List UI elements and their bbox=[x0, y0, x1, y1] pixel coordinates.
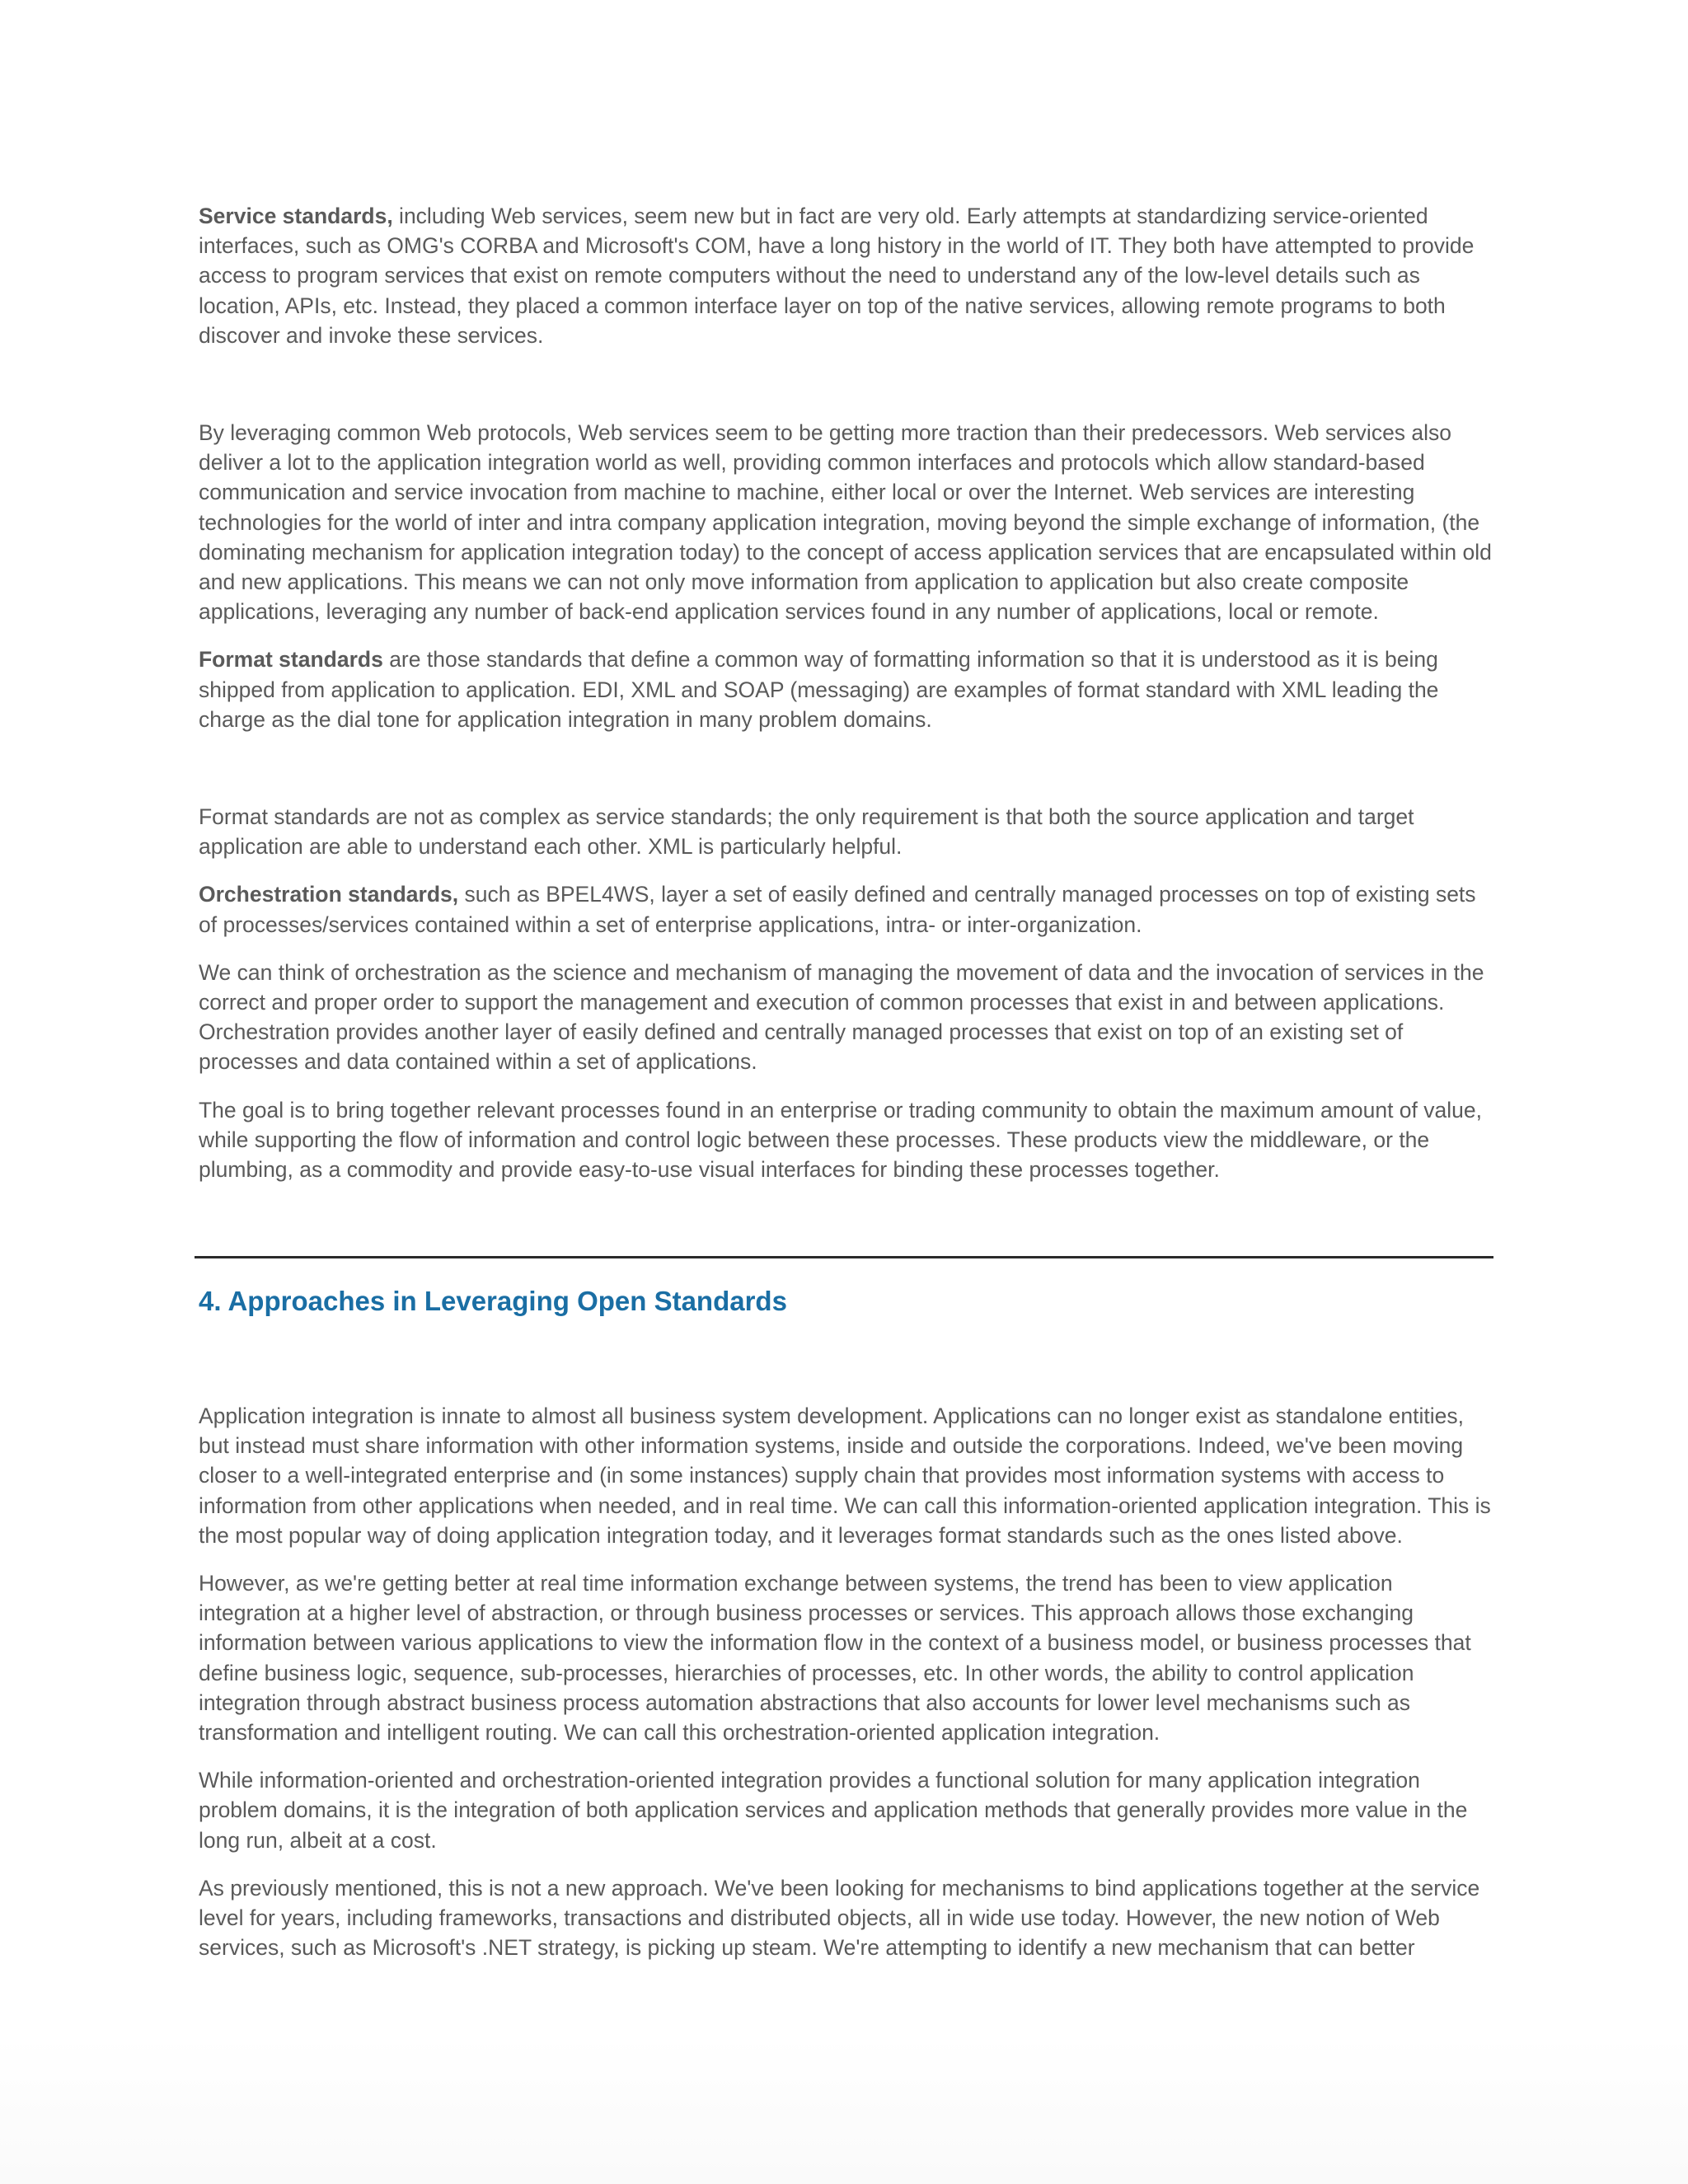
paragraph-format-standards bbox=[199, 644, 1493, 734]
term-format-standards: Format standards bbox=[199, 647, 383, 673]
section-standards bbox=[199, 201, 1493, 1184]
paragraph-innate-integration: Application integration is innate to almost all business system development. Applications can no longer exist as standalone entities, but instead must share information with other information systems, inside and outside the corporations. Indeed, we've been moving closer to a well-integrated enterprise and (in some instances) supply chain that provides most information systems with access to information from other applications when needed, and in real time. We can call this information-oriented application integration. This is the most popular way of doing application integration today, and it leverages format standards such as the ones listed above. bbox=[199, 1404, 1491, 1548]
section-heading: 4. Approaches in Leveraging Open Standards bbox=[199, 1286, 787, 1316]
paragraph-text: including Web services, seem new but in fact are very old. Early attempts at standardizing service-oriented interfaces, such as OMG's CORBA and Microsoft's COM, have a long history in the world of IT. They both have attempted to provide access to program services that exist on remote computers without the need to understand any of the low-level details such as location, APIs, etc. Instead, they placed a common interface layer on top of the native services, allowing remote programs to both discover and invoke these services. bbox=[199, 204, 1475, 348]
paragraph-higher-abstraction: However, as we're getting better at real time information exchange between systems, the trend has been to view application integration at a higher level of abstraction, or through business processes or services. This approach allows those exchanging information between various applications to view the information flow in the context of a business model, or business processes that define business logic, sequence, sub-processes, hierarchies of processes, etc. In other words, the ability to control application integration through abstract business process automation abstractions that also accounts for lower level mechanisms such as transformation and intelligent routing. We can call this orchestration-oriented application integration. bbox=[199, 1571, 1471, 1746]
term-service-standards: Service standards, bbox=[199, 204, 393, 228]
horizontal-divider bbox=[195, 1256, 1493, 1258]
term-orchestration-standards: Orchestration standards, bbox=[199, 882, 459, 907]
page-bottom-margin bbox=[0, 2036, 1688, 2184]
paragraph-service-standards bbox=[199, 201, 1493, 350]
paragraph-format-complexity: Format standards are not as complex as service standards; the only requirement is that both the source application and target application are able to understand each other. XML is particularly helpful. bbox=[199, 804, 1414, 860]
paragraph-orchestration-science: We can think of orchestration as the science and mechanism of managing the movement of data and the invocation of services in the correct and proper order to support the management and execution of common processes that exist in and between applications. Orchestration provides another layer of easily defined and centrally managed processes that exist on top of an existing set of processes and data contained within a set of applications. bbox=[199, 959, 1484, 1075]
paragraph-text: are those standards that define a common way of formatting information so that it is understood as it is being shipped from application to application. EDI, XML and SOAP (messaging) are examples of format standard with XML leading the charge as the dial tone for application integration in many problem domains. bbox=[199, 647, 1439, 732]
section-approaches bbox=[199, 1401, 1493, 1962]
paragraph-web-protocols: By leveraging common Web protocols, Web services seem to be getting more traction than their predecessors. Web services also deliver a lot to the application integration world as well, providing common interfaces and protocols which allow standard-based communication and service invocation from machine to machine, either local or over the Internet. Web services are interesting technologies for the world of inter and intra company application integration, moving beyond the simple exchange of information, (the dominating mechanism for application integration today) to the concept of access application services that are encapsulated within old and new applications. This means we can not only move information from application to application but also create composite applications, leveraging any number of back-end application services found in any number of applications, local or remote. bbox=[199, 420, 1492, 625]
paragraph-functional-solution: While information-oriented and orchestration-oriented integration provides a functional solution for many application integration problem domains, it is the integration of both application services and application methods that generally provides more value in the long run, albeit at a cost. bbox=[199, 1768, 1468, 1853]
paragraph-text: such as BPEL4WS, layer a set of easily defined and centrally managed processes on top of existing sets of processes/services contained within a set of enterprise applications, intra- or inter-organization. bbox=[199, 882, 1476, 937]
paragraph-orchestration-standards bbox=[199, 879, 1493, 939]
paragraph-previously-mentioned: As previously mentioned, this is not a new approach. We've been looking for mechanisms to bind applications together at the service level for years, including frameworks, transactions and distributed objects, all in wide use today. However, the new notion of Web services, such as Microsoft's .NET strategy, is picking up steam. We're attempting to identify a new mechanism that can better bbox=[199, 1875, 1480, 1961]
paragraph-goal: The goal is to bring together relevant processes found in an enterprise or trading community to obtain the maximum amount of value, while supporting the flow of information and control logic between these processes. These products view the middleware, or the plumbing, as a commodity and provide easy-to-use visual interfaces for binding these processes together. bbox=[199, 1097, 1482, 1183]
